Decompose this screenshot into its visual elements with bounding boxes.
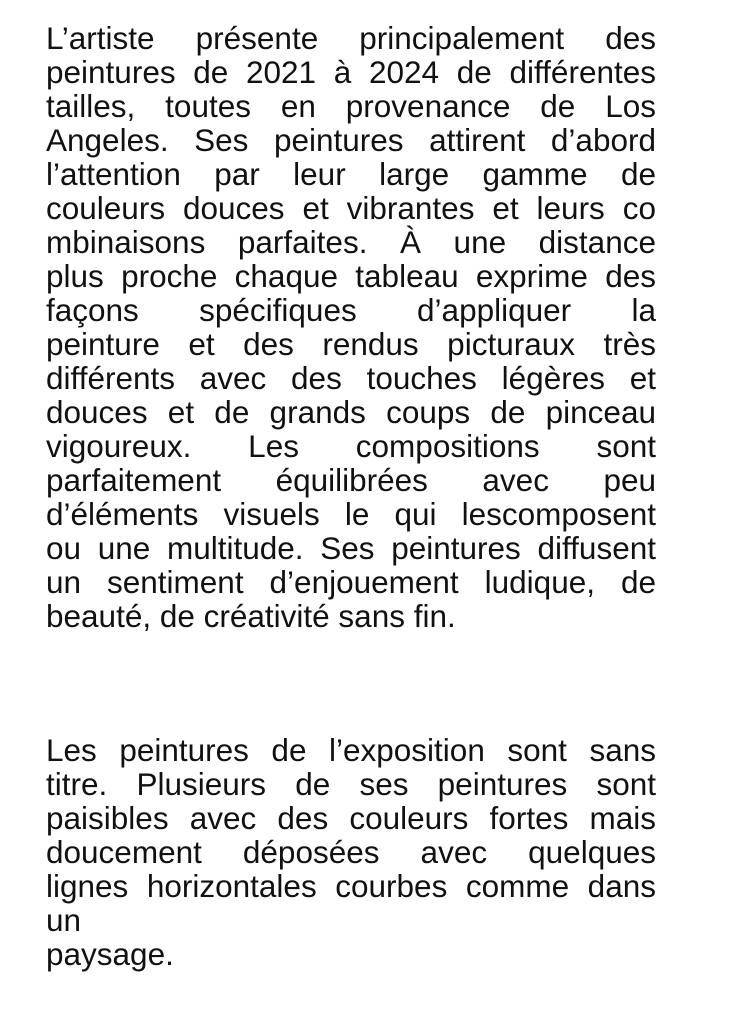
paragraph-line: façons spécifiques d’appliquer la: [46, 292, 656, 328]
paragraph-line: douces et de grands coups de pinceau: [46, 394, 656, 430]
paragraph-line: parfaitement équilibrées avec peu: [46, 462, 656, 498]
paragraph-line: L’artiste présente principalement des: [46, 20, 656, 56]
paragraph-line: beauté, de créativité sans fin.: [46, 598, 456, 634]
paragraph-line: vigoureux. Les compositions sont: [46, 428, 656, 464]
paragraph-line: différents avec des touches légères et: [46, 360, 656, 396]
paragraph-line: Angeles. Ses peintures attirent d’abord: [46, 122, 656, 158]
paragraph-line: ou une multitude. Ses peintures diffusent: [46, 530, 656, 566]
paragraph-line: d’éléments visuels le qui lescomposent: [46, 496, 656, 532]
paragraph-line: un sentiment d’enjouement ludique, de: [46, 564, 656, 600]
paragraph-line: couleurs douces et vibrantes et leurs co: [46, 190, 656, 226]
paragraph-line: peintures de 2021 à 2024 de différentes: [46, 54, 656, 90]
paragraph-line: lignes horizontales courbes comme dans: [46, 868, 656, 904]
paragraph-line: plus proche chaque tableau exprime des: [46, 258, 656, 294]
paragraph-line: peinture et des rendus picturaux très: [46, 326, 656, 362]
paragraph-line: doucement déposées avec quelques: [46, 834, 656, 870]
paragraph-line: l’attention par leur large gamme de: [46, 156, 656, 192]
paragraph-line: Les peintures de l’exposition sont sans: [46, 732, 656, 768]
paragraph-line: paysage.: [46, 936, 174, 972]
paragraph-line: mbinaisons parfaites. À une distance: [46, 224, 656, 260]
paragraph-line: tailles, toutes en provenance de Los: [46, 88, 656, 124]
paragraph-line: titre. Plusieurs de ses peintures sont: [46, 766, 656, 802]
paragraph-line: un: [46, 902, 82, 938]
paragraph-line: paisibles avec des couleurs fortes mais: [46, 800, 656, 836]
